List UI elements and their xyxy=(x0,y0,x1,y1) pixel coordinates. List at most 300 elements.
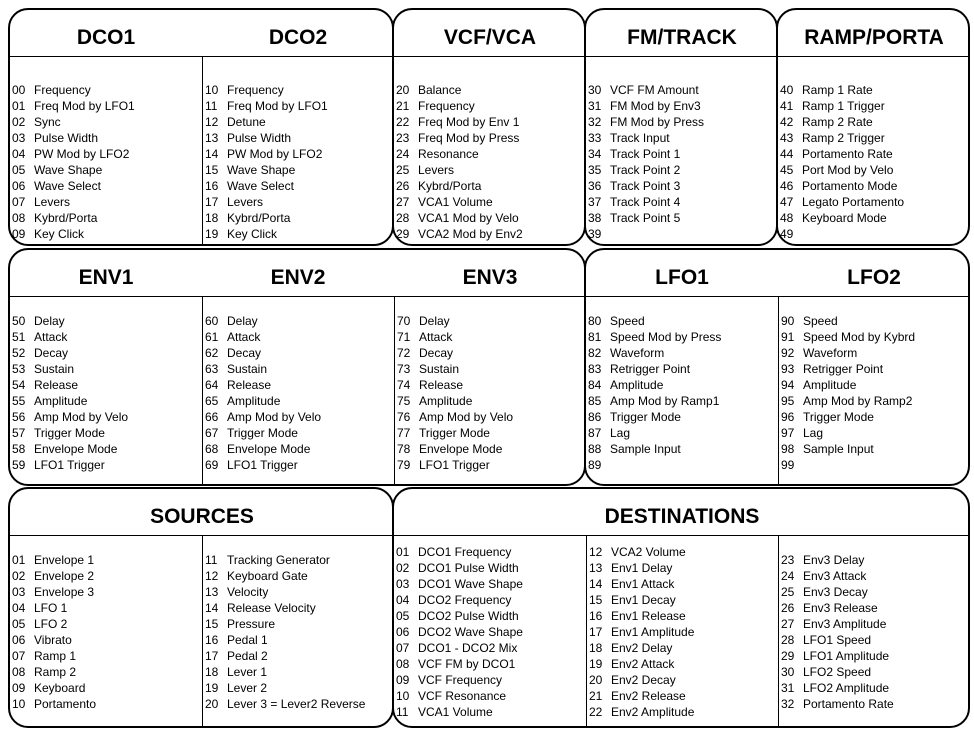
parameter-row xyxy=(781,664,970,680)
panel-header xyxy=(394,10,584,57)
parameter-name: Amplitude xyxy=(227,394,281,408)
parameter-row xyxy=(205,409,394,425)
parameter-number: 85 xyxy=(588,394,602,408)
parameter-number: 23 xyxy=(781,553,795,567)
parameter-name: Sustain xyxy=(227,362,268,376)
parameter-name: DCO1 Wave Shape xyxy=(418,577,523,591)
parameter-number: 92 xyxy=(781,346,795,360)
parameter-row xyxy=(12,130,202,146)
parameter-number: 30 xyxy=(781,665,795,679)
parameter-name: Release xyxy=(419,378,464,392)
panel-sources xyxy=(8,487,394,728)
parameter-name: Delay xyxy=(227,314,258,328)
parameter-number: 64 xyxy=(205,378,219,392)
parameter-number: 07 xyxy=(12,649,26,663)
parameter-number: 09 xyxy=(396,673,410,687)
parameter-number: 51 xyxy=(12,330,26,344)
parameter-name: Key Click xyxy=(34,227,85,241)
parameter-name: DCO1 Frequency xyxy=(418,545,512,559)
parameter-number: 19 xyxy=(589,657,603,671)
parameter-row xyxy=(780,114,970,130)
parameter-row xyxy=(205,361,394,377)
parameter-name: Wave Shape xyxy=(227,163,296,177)
parameter-row xyxy=(397,345,586,361)
parameter-name: Speed xyxy=(610,314,645,328)
panel-header xyxy=(394,489,968,536)
parameter-row xyxy=(12,162,202,178)
parameter-number: 12 xyxy=(205,115,219,129)
parameter-number: 02 xyxy=(12,569,26,583)
parameter-column xyxy=(202,535,394,726)
parameter-number: 17 xyxy=(205,649,219,663)
parameter-name: Levers xyxy=(34,195,71,209)
parameter-number: 44 xyxy=(780,147,794,161)
parameter-row xyxy=(205,345,394,361)
parameter-number: 87 xyxy=(588,426,602,440)
parameter-row xyxy=(397,409,586,425)
parameter-name: Decay xyxy=(419,346,454,360)
parameter-name: Retrigger Point xyxy=(610,362,691,376)
parameter-row xyxy=(781,648,970,664)
parameter-name: Freq Mod by Press xyxy=(418,131,520,145)
parameter-number: 56 xyxy=(12,410,26,424)
parameter-row xyxy=(12,680,202,696)
parameter-number: 24 xyxy=(781,569,795,583)
parameter-name: Frequency xyxy=(227,83,284,97)
parameter-number: 22 xyxy=(589,705,603,719)
parameter-row xyxy=(589,592,778,608)
parameter-name: FM Mod by Env3 xyxy=(610,99,701,113)
panel-header xyxy=(10,250,584,297)
section-title-destinations: DESTINATIONS xyxy=(604,505,760,528)
parameter-number: 10 xyxy=(12,697,26,711)
parameter-row xyxy=(12,194,202,210)
parameter-row xyxy=(589,560,778,576)
parameter-row xyxy=(397,329,586,345)
parameter-row xyxy=(588,329,778,345)
parameter-number: 95 xyxy=(781,394,795,408)
parameter-row xyxy=(12,393,202,409)
parameter-number: 25 xyxy=(396,163,410,177)
section-title-env2: ENV2 xyxy=(270,266,326,289)
parameter-number: 13 xyxy=(589,561,603,575)
parameter-row xyxy=(589,608,778,624)
parameter-name: Envelope Mode xyxy=(34,442,118,456)
panel-env1-env2-env3 xyxy=(8,248,586,486)
parameter-name: Amplitude xyxy=(34,394,88,408)
parameter-number: 14 xyxy=(205,147,219,161)
parameter-number: 06 xyxy=(12,633,26,647)
parameter-row xyxy=(396,130,586,146)
parameter-row xyxy=(588,114,778,130)
parameter-row xyxy=(12,377,202,393)
panel-dco1-dco2 xyxy=(8,8,394,246)
parameter-column xyxy=(10,56,202,244)
parameter-number: 53 xyxy=(12,362,26,376)
parameter-name: LFO 2 xyxy=(34,617,68,631)
parameter-name: Sync xyxy=(34,115,61,129)
parameter-row xyxy=(205,393,394,409)
parameter-name: Track Point 5 xyxy=(610,211,681,225)
parameter-number: 07 xyxy=(396,641,410,655)
parameter-number: 19 xyxy=(205,681,219,695)
parameter-row xyxy=(780,98,970,114)
parameter-number: 61 xyxy=(205,330,219,344)
parameter-row xyxy=(397,441,586,457)
parameter-number: 15 xyxy=(589,593,603,607)
parameter-row xyxy=(780,130,970,146)
parameter-number: 12 xyxy=(589,545,603,559)
parameter-row xyxy=(396,544,586,560)
section-title-dco1: DCO1 xyxy=(76,26,136,49)
parameter-number: 45 xyxy=(780,163,794,177)
parameter-row xyxy=(396,672,586,688)
parameter-name: Portamento xyxy=(34,697,97,711)
parameter-row xyxy=(205,377,394,393)
parameter-number: 68 xyxy=(205,442,219,456)
parameter-number: 47 xyxy=(780,195,794,209)
parameter-name: Env2 Delay xyxy=(611,641,673,655)
parameter-row xyxy=(205,664,394,680)
parameter-number: 70 xyxy=(397,314,411,328)
parameter-name: Keyboard xyxy=(34,681,86,695)
parameter-number: 49 xyxy=(780,227,794,241)
panel-header xyxy=(586,250,968,297)
parameter-number: 08 xyxy=(396,657,410,671)
parameter-name: Portamento Mode xyxy=(802,179,898,193)
parameter-row xyxy=(588,130,778,146)
parameter-row xyxy=(12,425,202,441)
parameter-name: Lag xyxy=(610,426,631,440)
parameter-row xyxy=(396,146,586,162)
parameter-name: VCF Resonance xyxy=(418,689,507,703)
parameter-row xyxy=(588,393,778,409)
parameter-name: Detune xyxy=(227,115,266,129)
parameter-name: FM Mod by Press xyxy=(610,115,705,129)
parameter-row xyxy=(205,552,394,568)
parameter-name: Pedal 2 xyxy=(227,649,268,663)
parameter-column xyxy=(778,296,970,484)
parameter-row xyxy=(588,146,778,162)
parameter-number: 07 xyxy=(12,195,26,209)
parameter-number: 86 xyxy=(588,410,602,424)
parameter-name: Env1 Delay xyxy=(611,561,673,575)
parameter-name: LFO1 Trigger xyxy=(34,458,105,472)
parameter-name: Pulse Width xyxy=(227,131,292,145)
parameter-number: 98 xyxy=(781,442,795,456)
parameter-number: 33 xyxy=(588,131,602,145)
parameter-number: 82 xyxy=(588,346,602,360)
parameter-row xyxy=(781,696,970,712)
parameter-row xyxy=(12,313,202,329)
parameter-name: Env3 Attack xyxy=(803,569,867,583)
parameter-row xyxy=(396,226,586,242)
parameter-name: Key Click xyxy=(227,227,278,241)
parameter-name: VCF FM by DCO1 xyxy=(418,657,516,671)
parameter-name: Envelope 2 xyxy=(34,569,95,583)
parameter-name: VCA1 Volume xyxy=(418,705,493,719)
parameter-number: 16 xyxy=(205,179,219,193)
parameter-row xyxy=(781,393,970,409)
parameter-row xyxy=(396,656,586,672)
parameter-number: 03 xyxy=(12,585,26,599)
parameter-number: 69 xyxy=(205,458,219,472)
parameter-number: 36 xyxy=(588,179,602,193)
parameter-name: Env1 Amplitude xyxy=(611,625,695,639)
parameter-row xyxy=(205,313,394,329)
parameter-row xyxy=(397,457,586,473)
parameter-row xyxy=(396,178,586,194)
parameter-row xyxy=(781,680,970,696)
parameter-name: VCA1 Volume xyxy=(418,195,493,209)
parameter-row xyxy=(205,648,394,664)
section-title-env3: ENV3 xyxy=(462,266,518,289)
parameter-row xyxy=(12,178,202,194)
parameter-name: Retrigger Point xyxy=(803,362,884,376)
parameter-column xyxy=(586,296,778,484)
parameter-name: Freq Mod by Env 1 xyxy=(418,115,520,129)
parameter-number: 11 xyxy=(205,99,218,113)
parameter-row xyxy=(396,194,586,210)
panel-fm-track xyxy=(584,8,778,246)
parameter-row xyxy=(205,441,394,457)
parameter-row xyxy=(397,393,586,409)
parameter-number: 91 xyxy=(781,330,795,344)
parameter-row xyxy=(589,688,778,704)
parameter-row xyxy=(12,345,202,361)
section-title-ramp-porta: RAMP/PORTA xyxy=(804,26,944,49)
parameter-number: 46 xyxy=(780,179,794,193)
parameter-name: Lag xyxy=(803,426,824,440)
parameter-row xyxy=(12,114,202,130)
parameter-name: Resonance xyxy=(418,147,479,161)
section-title-vcf-vca: VCF/VCA xyxy=(443,26,537,49)
parameter-number: 16 xyxy=(205,633,219,647)
parameter-number: 11 xyxy=(396,705,409,719)
section-title-lfo2: LFO2 xyxy=(847,266,901,289)
parameter-row xyxy=(12,648,202,664)
parameter-row xyxy=(12,361,202,377)
parameter-name: LFO2 Amplitude xyxy=(803,681,890,695)
parameter-name: Env2 Release xyxy=(611,689,686,703)
parameter-row xyxy=(780,178,970,194)
parameter-name: Legato Portamento xyxy=(802,195,905,209)
parameter-number: 17 xyxy=(589,625,603,639)
parameter-row xyxy=(12,568,202,584)
parameter-row xyxy=(781,584,970,600)
parameter-number: 13 xyxy=(205,585,219,599)
parameter-number: 05 xyxy=(396,609,410,623)
parameter-number: 63 xyxy=(205,362,219,376)
parameter-name: DCO2 Frequency xyxy=(418,593,512,607)
parameter-row xyxy=(396,640,586,656)
parameter-column xyxy=(586,535,778,726)
parameter-name: Attack xyxy=(419,330,453,344)
parameter-name: Envelope Mode xyxy=(227,442,311,456)
parameter-name: Ramp 1 xyxy=(34,649,77,663)
parameter-row xyxy=(781,329,970,345)
parameter-row xyxy=(12,664,202,680)
parameter-row xyxy=(12,632,202,648)
parameter-name: Ramp 1 Rate xyxy=(802,83,873,97)
parameter-row xyxy=(12,457,202,473)
parameter-name: VCF Frequency xyxy=(418,673,503,687)
parameter-name: Velocity xyxy=(227,585,269,599)
panel-destinations xyxy=(392,487,970,728)
parameter-name: Env3 Amplitude xyxy=(803,617,887,631)
parameter-column xyxy=(10,296,202,484)
parameter-number: 65 xyxy=(205,394,219,408)
parameter-name: Amp Mod by Velo xyxy=(34,410,129,424)
parameter-name: Track Point 1 xyxy=(610,147,681,161)
parameter-name: Pulse Width xyxy=(34,131,99,145)
parameter-name: Sustain xyxy=(34,362,75,376)
parameter-name: VCA2 Mod by Env2 xyxy=(418,227,523,241)
parameter-number: 76 xyxy=(397,410,411,424)
parameter-name: LFO1 Amplitude xyxy=(803,649,890,663)
parameter-name: Balance xyxy=(418,83,462,97)
parameter-row xyxy=(588,194,778,210)
parameter-row xyxy=(396,576,586,592)
parameter-row xyxy=(589,576,778,592)
parameter-number: 01 xyxy=(12,553,26,567)
parameter-name: DCO1 Pulse Width xyxy=(418,561,519,575)
parameter-number: 94 xyxy=(781,378,795,392)
parameter-row xyxy=(781,632,970,648)
parameter-name: Vibrato xyxy=(34,633,72,647)
parameter-name: LFO2 Speed xyxy=(803,665,872,679)
parameter-name: Env3 Delay xyxy=(803,553,865,567)
parameter-row xyxy=(396,608,586,624)
parameter-number: 26 xyxy=(781,601,795,615)
parameter-row xyxy=(588,313,778,329)
parameter-name: Amp Mod by Ramp1 xyxy=(610,394,720,408)
parameter-row xyxy=(12,441,202,457)
parameter-row xyxy=(396,704,586,720)
parameter-name: Levers xyxy=(227,195,264,209)
parameter-number: 66 xyxy=(205,410,219,424)
parameter-number: 52 xyxy=(12,346,26,360)
parameter-number: 60 xyxy=(205,314,219,328)
parameter-name: VCA2 Volume xyxy=(611,545,686,559)
parameter-number: 04 xyxy=(396,593,410,607)
parameter-name: Track Point 3 xyxy=(610,179,681,193)
parameter-number: 10 xyxy=(205,83,219,97)
parameter-name: Trigger Mode xyxy=(419,426,490,440)
parameter-name: Speed xyxy=(803,314,838,328)
parameter-name: Env1 Decay xyxy=(611,593,676,607)
parameter-name: LFO 1 xyxy=(34,601,68,615)
parameter-number: 34 xyxy=(588,147,602,161)
parameter-column xyxy=(778,56,970,244)
parameter-row xyxy=(205,226,394,242)
parameter-name: Wave Shape xyxy=(34,163,103,177)
parameter-number: 09 xyxy=(12,227,26,241)
parameter-name: Attack xyxy=(34,330,68,344)
parameter-row xyxy=(205,584,394,600)
parameter-number: 15 xyxy=(205,163,219,177)
parameter-name: Kybrd/Porta xyxy=(227,211,291,225)
parameter-name: Portamento Rate xyxy=(803,697,894,711)
parameter-column xyxy=(202,56,394,244)
panel-lfo1-lfo2 xyxy=(584,248,970,486)
parameter-row xyxy=(780,194,970,210)
parameter-name: VCF FM Amount xyxy=(610,83,699,97)
section-title-fm-track: FM/TRACK xyxy=(627,26,737,49)
parameter-row xyxy=(588,425,778,441)
parameter-row xyxy=(588,409,778,425)
parameter-row xyxy=(12,146,202,162)
parameter-row xyxy=(781,409,970,425)
parameter-number: 59 xyxy=(12,458,26,472)
parameter-row xyxy=(589,624,778,640)
parameter-name: PW Mod by LFO2 xyxy=(227,147,323,161)
parameter-row xyxy=(589,704,778,720)
parameter-name: Waveform xyxy=(803,346,858,360)
parameter-row xyxy=(12,82,202,98)
parameter-row xyxy=(780,162,970,178)
parameter-name: Ramp 2 Trigger xyxy=(802,131,885,145)
parameter-name: Lever 2 xyxy=(227,681,268,695)
parameter-name: Speed Mod by Press xyxy=(610,330,722,344)
parameter-row xyxy=(205,329,394,345)
parameter-number: 67 xyxy=(205,426,219,440)
parameter-number: 02 xyxy=(12,115,26,129)
parameter-number: 14 xyxy=(205,601,219,615)
parameter-name: Keyboard Mode xyxy=(802,211,887,225)
parameter-name: Track Point 2 xyxy=(610,163,681,177)
parameter-row xyxy=(205,632,394,648)
parameter-row xyxy=(781,441,970,457)
parameter-name: Decay xyxy=(34,346,69,360)
parameter-number: 99 xyxy=(781,458,795,472)
parameter-column xyxy=(778,535,970,726)
section-title-dco2: DCO2 xyxy=(268,26,328,49)
parameter-number: 88 xyxy=(588,442,602,456)
parameter-number: 24 xyxy=(396,147,410,161)
parameter-name: Ramp 2 xyxy=(34,665,77,679)
parameter-name: Trigger Mode xyxy=(227,426,298,440)
parameter-row xyxy=(205,600,394,616)
parameter-name: Envelope 1 xyxy=(34,553,95,567)
parameter-number: 28 xyxy=(396,211,410,225)
parameter-number: 21 xyxy=(396,99,410,113)
parameter-row xyxy=(205,696,394,712)
parameter-number: 16 xyxy=(589,609,603,623)
parameter-row xyxy=(12,409,202,425)
parameter-row xyxy=(12,226,202,242)
parameter-column xyxy=(10,535,202,726)
parameter-row xyxy=(396,592,586,608)
parameter-name: Pressure xyxy=(227,617,276,631)
parameter-number: 22 xyxy=(396,115,410,129)
parameter-row xyxy=(780,226,970,242)
parameter-row xyxy=(588,377,778,393)
parameter-name: Track Input xyxy=(610,131,670,145)
parameter-number: 03 xyxy=(396,577,410,591)
parameter-number: 18 xyxy=(205,211,219,225)
parameter-name: Amplitude xyxy=(610,378,664,392)
parameter-number: 05 xyxy=(12,163,26,177)
parameter-name: Speed Mod by Kybrd xyxy=(803,330,916,344)
parameter-number: 32 xyxy=(588,115,602,129)
parameter-row xyxy=(588,441,778,457)
parameter-row xyxy=(589,672,778,688)
parameter-name: Env3 Release xyxy=(803,601,878,615)
parameter-number: 57 xyxy=(12,426,26,440)
parameter-name: Envelope Mode xyxy=(419,442,503,456)
parameter-number: 73 xyxy=(397,362,411,376)
